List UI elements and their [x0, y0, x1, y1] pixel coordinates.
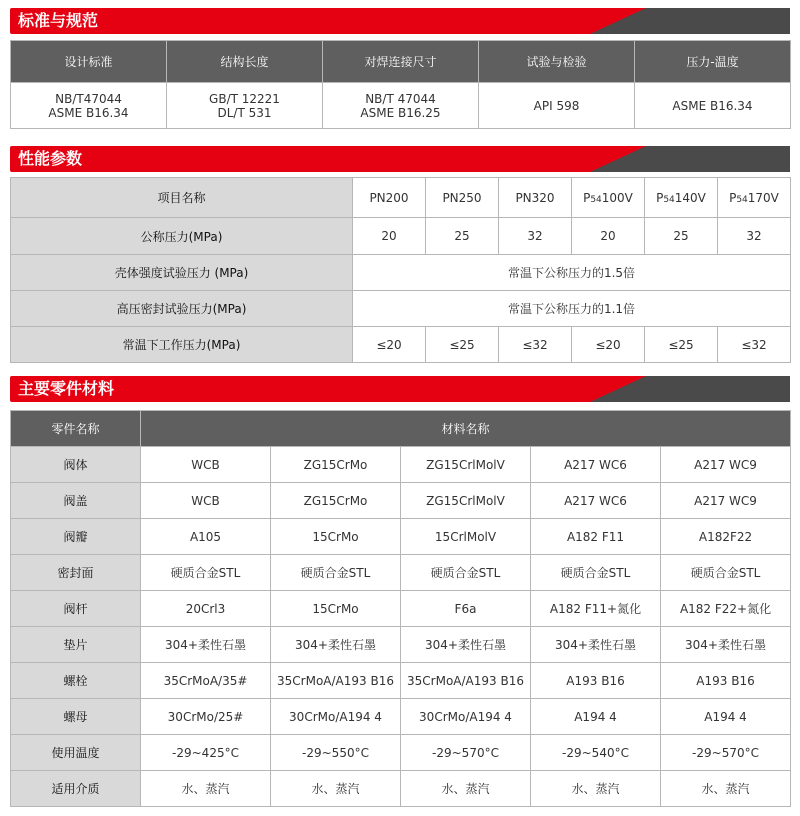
- standards-table: [10, 40, 791, 129]
- table-cell: A182 F11+氮化: [531, 591, 661, 627]
- header-cell: 试验与检验: [479, 41, 635, 83]
- table-cell: A217 WC9: [661, 447, 791, 483]
- table-cell: 15CrlMolV: [401, 519, 531, 555]
- table-cell: A105: [141, 519, 271, 555]
- performance-table: [10, 177, 791, 363]
- row-label: 垫片: [11, 627, 141, 663]
- table-cell: A193 B16: [661, 663, 791, 699]
- table-row: [11, 447, 791, 483]
- section-bar-accent: [590, 376, 790, 402]
- cell-line: ASME B16.25: [360, 105, 441, 120]
- table-cell: ≤20: [353, 327, 426, 363]
- table-cell: [11, 83, 167, 129]
- table-cell: -29~570°C: [401, 735, 531, 771]
- table-row: [11, 291, 791, 327]
- table-cell: ≤25: [645, 327, 718, 363]
- cell-line: ASME B16.34: [48, 105, 129, 120]
- table-row: [11, 327, 791, 363]
- table-row: [11, 555, 791, 591]
- table-row: [11, 83, 791, 129]
- row-label: 壳体强度试验压力 (MPa): [11, 255, 353, 291]
- table-cell: A182 F22+氮化: [661, 591, 791, 627]
- section-title: 主要零件材料: [18, 379, 115, 398]
- table-cell: 304+柔性石墨: [661, 627, 791, 663]
- table-cell: 20: [572, 218, 645, 255]
- table-cell: ≤20: [572, 327, 645, 363]
- table-row: [11, 519, 791, 555]
- table-cell: A217 WC6: [531, 483, 661, 519]
- table-cell: 25: [645, 218, 718, 255]
- header-cell: 设计标准: [11, 41, 167, 83]
- table-cell: 硬质合金STL: [141, 555, 271, 591]
- column-header: P54100V: [572, 178, 645, 218]
- table-cell: [479, 83, 635, 129]
- table-cell: 32: [499, 218, 572, 255]
- section-bar-accent: [590, 146, 790, 172]
- cell-line: NB/T 47044: [365, 91, 436, 106]
- table-header-row: [11, 178, 791, 218]
- column-header: PN320: [499, 178, 572, 218]
- table-cell: 硬质合金STL: [271, 555, 401, 591]
- section-title: 性能参数: [18, 149, 83, 168]
- table-cell: [635, 83, 791, 129]
- table-cell: A194 4: [661, 699, 791, 735]
- table-row: [11, 627, 791, 663]
- table-row: [11, 483, 791, 519]
- table-cell: -29~425°C: [141, 735, 271, 771]
- table-header-row: [11, 41, 791, 83]
- row-label: 螺母: [11, 699, 141, 735]
- section-bar-accent: [590, 8, 790, 34]
- table-cell: 25: [426, 218, 499, 255]
- table-cell: 35CrMoA/A193 B16: [271, 663, 401, 699]
- table-cell: 35CrMoA/35#: [141, 663, 271, 699]
- header-cell: 对焊连接尺寸: [323, 41, 479, 83]
- row-label: 使用温度: [11, 735, 141, 771]
- table-cell: 30CrMo/25#: [141, 699, 271, 735]
- table-cell: 水、蒸汽: [141, 771, 271, 807]
- table-cell: -29~550°C: [271, 735, 401, 771]
- table-cell: 常温下公称压力的1.5倍: [353, 255, 791, 291]
- cell-line: DL/T 531: [217, 105, 272, 120]
- table-cell: A193 B16: [531, 663, 661, 699]
- table-cell: 35CrMoA/A193 B16: [401, 663, 531, 699]
- table-cell: 水、蒸汽: [531, 771, 661, 807]
- column-header: PN250: [426, 178, 499, 218]
- cell-line: ASME B16.34: [672, 98, 753, 113]
- table-header-row: [11, 411, 791, 447]
- table-cell: 硬质合金STL: [661, 555, 791, 591]
- table-cell: ZG15CrlMolV: [401, 483, 531, 519]
- row-label: 常温下工作压力(MPa): [11, 327, 353, 363]
- row-label: 阀体: [11, 447, 141, 483]
- row-label: 高压密封试验压力(MPa): [11, 291, 353, 327]
- table-row: [11, 218, 791, 255]
- table-row: [11, 255, 791, 291]
- table-row: [11, 591, 791, 627]
- table-cell: ≤32: [499, 327, 572, 363]
- table-cell: 30CrMo/A194 4: [271, 699, 401, 735]
- table-cell: A182 F11: [531, 519, 661, 555]
- table-cell: 304+柔性石墨: [401, 627, 531, 663]
- cell-line: GB/T 12221: [209, 91, 280, 106]
- table-cell: 20: [353, 218, 426, 255]
- table-cell: 30CrMo/A194 4: [401, 699, 531, 735]
- table-cell: [323, 83, 479, 129]
- row-label: 项目名称: [11, 178, 353, 218]
- materials-rows: [11, 447, 791, 807]
- table-row: [11, 663, 791, 699]
- table-cell: -29~540°C: [531, 735, 661, 771]
- table-cell: A217 WC9: [661, 483, 791, 519]
- column-header: P54140V: [645, 178, 718, 218]
- table-cell: A217 WC6: [531, 447, 661, 483]
- cell-line: API 598: [533, 98, 580, 113]
- header-cell: 压力-温度: [635, 41, 791, 83]
- table-cell: 水、蒸汽: [271, 771, 401, 807]
- table-cell: 硬质合金STL: [401, 555, 531, 591]
- section-header-materials: [10, 376, 790, 402]
- row-label: 适用介质: [11, 771, 141, 807]
- row-label: 阀瓣: [11, 519, 141, 555]
- section-header-standards: [10, 8, 790, 34]
- table-cell: 15CrMo: [271, 519, 401, 555]
- section-title: 标准与规范: [18, 11, 99, 30]
- table-cell: [167, 83, 323, 129]
- table-cell: 15CrMo: [271, 591, 401, 627]
- header-cell: 零件名称: [11, 411, 141, 447]
- column-header: PN200: [353, 178, 426, 218]
- table-cell: F6a: [401, 591, 531, 627]
- section-header-performance: [10, 146, 790, 172]
- table-cell: 常温下公称压力的1.1倍: [353, 291, 791, 327]
- header-cell: 结构长度: [167, 41, 323, 83]
- row-label: 螺栓: [11, 663, 141, 699]
- table-cell: 304+柔性石墨: [531, 627, 661, 663]
- table-cell: 32: [718, 218, 791, 255]
- table-cell: 硬质合金STL: [531, 555, 661, 591]
- row-label: 阀盖: [11, 483, 141, 519]
- cell-line: NB/T47044: [55, 91, 122, 106]
- header-cell: 材料名称: [141, 411, 791, 447]
- table-row: [11, 735, 791, 771]
- table-cell: A194 4: [531, 699, 661, 735]
- table-cell: A182F22: [661, 519, 791, 555]
- column-header: P54170V: [718, 178, 791, 218]
- row-label: 阀杆: [11, 591, 141, 627]
- table-cell: 20Crl3: [141, 591, 271, 627]
- table-cell: WCB: [141, 447, 271, 483]
- table-cell: 水、蒸汽: [401, 771, 531, 807]
- table-cell: 304+柔性石墨: [141, 627, 271, 663]
- table-cell: -29~570°C: [661, 735, 791, 771]
- table-row: [11, 699, 791, 735]
- table-row: [11, 771, 791, 807]
- row-label: 密封面: [11, 555, 141, 591]
- table-cell: ZG15CrMo: [271, 447, 401, 483]
- row-label: 公称压力(MPa): [11, 218, 353, 255]
- table-cell: 水、蒸汽: [661, 771, 791, 807]
- table-cell: ZG15CrMo: [271, 483, 401, 519]
- table-cell: ≤25: [426, 327, 499, 363]
- materials-table: [10, 410, 791, 807]
- table-cell: WCB: [141, 483, 271, 519]
- table-cell: ZG15CrlMolV: [401, 447, 531, 483]
- table-cell: ≤32: [718, 327, 791, 363]
- table-cell: 304+柔性石墨: [271, 627, 401, 663]
